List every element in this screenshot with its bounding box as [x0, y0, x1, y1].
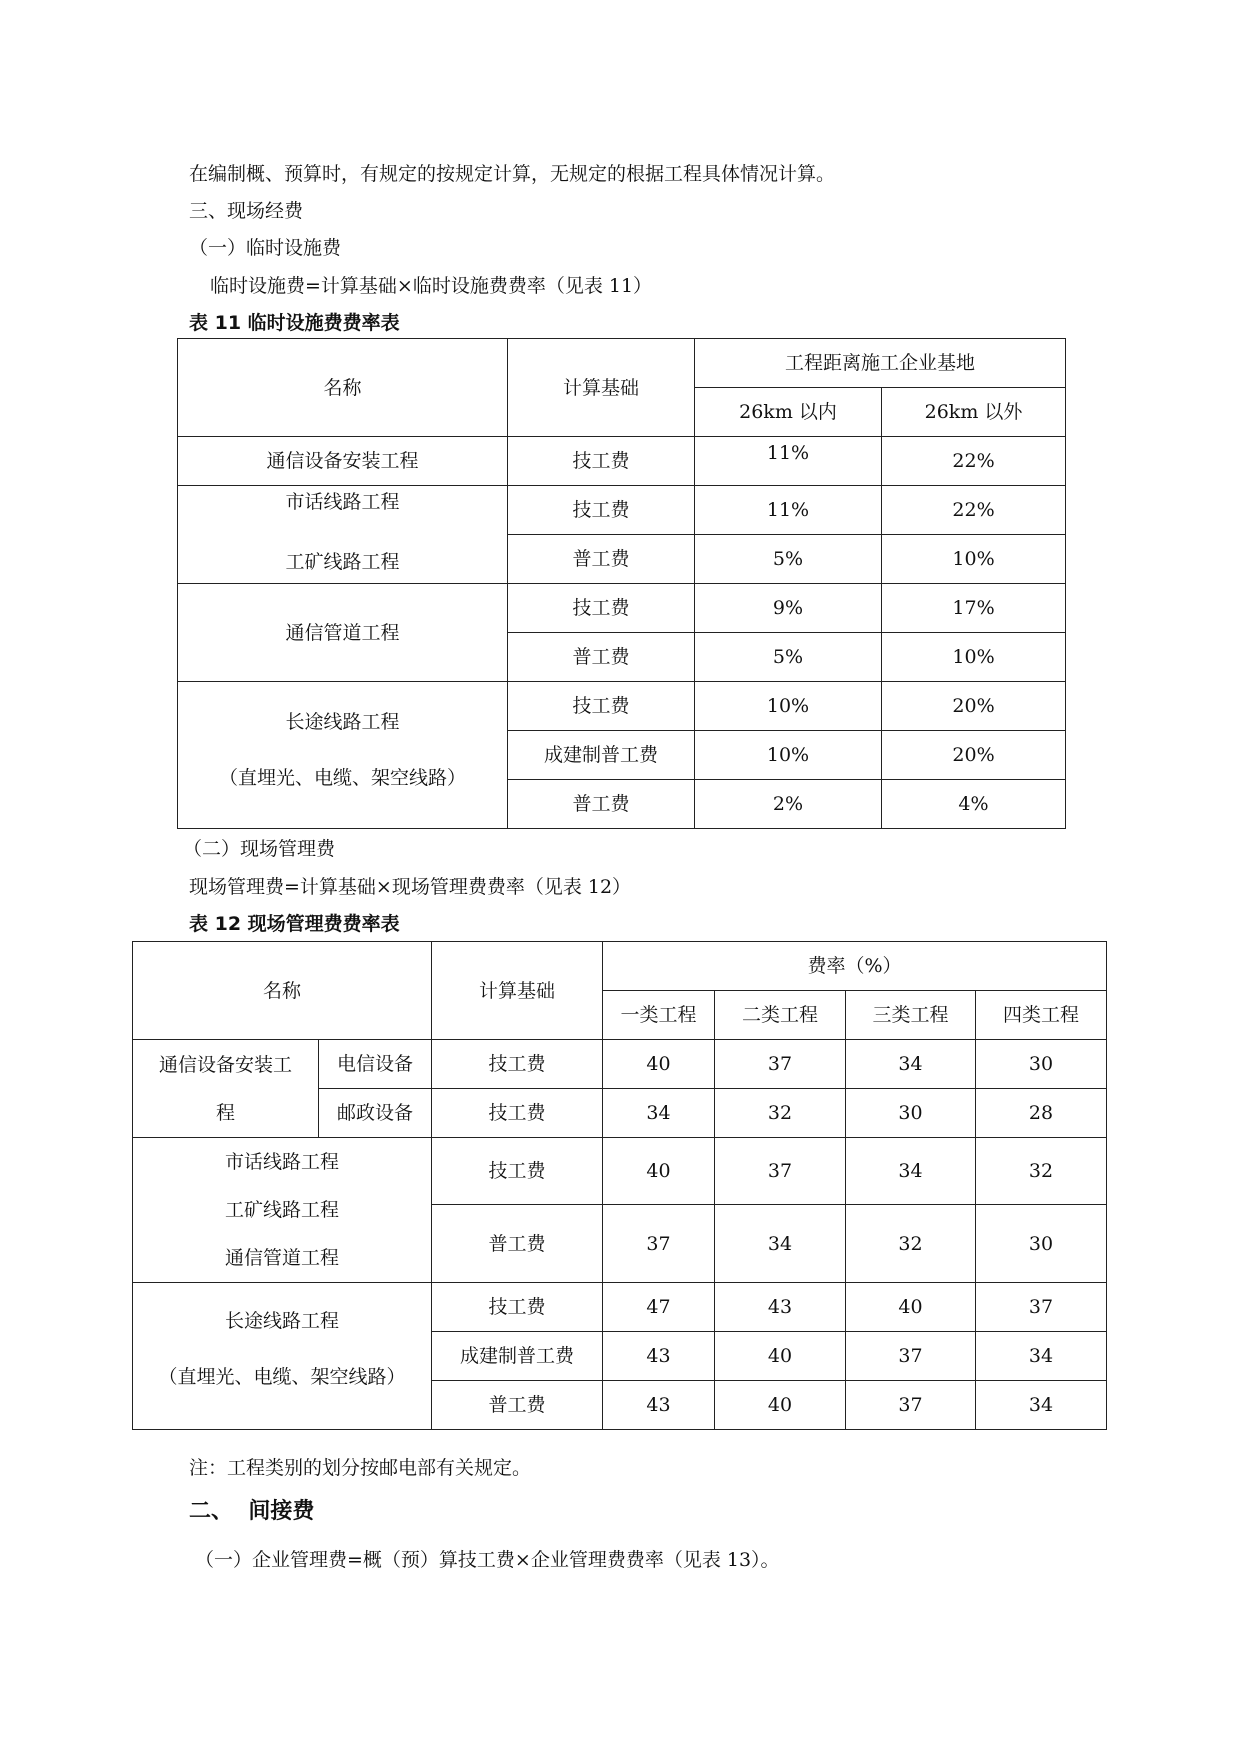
- t11-cell-basis: 普工费: [508, 780, 695, 829]
- t12-cell-class3: 32: [846, 1205, 976, 1283]
- t12-cell-basis: 成建制普工费: [432, 1332, 603, 1381]
- t12-sub-telecom: 电信设备: [319, 1040, 432, 1089]
- t11-name-long-distance: 长途线路工程: [285, 711, 400, 733]
- t12-header-class2: 二类工程: [715, 991, 846, 1040]
- t11-header-distance: 工程距离施工企业基地: [695, 339, 1066, 388]
- t12-name-long-distance-note: （直埋光、电缆、架空线路）: [158, 1366, 406, 1388]
- t12-cell-class2: 37: [715, 1138, 846, 1205]
- t11-cell-basis: 技工费: [508, 682, 695, 731]
- t12-cell-basis: 技工费: [432, 1138, 603, 1205]
- table11: [177, 338, 1066, 829]
- t12-cell-class3: 37: [846, 1332, 976, 1381]
- t11-cell-beyond: 17%: [882, 584, 1066, 633]
- t11-cell-within: 9%: [695, 584, 882, 633]
- t12-cell-class2: 43: [715, 1283, 846, 1332]
- t12-row-name-group2: [133, 1138, 432, 1283]
- t12-header-class3: 三类工程: [846, 991, 976, 1040]
- t11-cell-within: 5%: [695, 535, 882, 584]
- t12-cell-class4: 37: [976, 1283, 1107, 1332]
- t12-name-equipment-line2: 程: [215, 1101, 235, 1124]
- formula-temp-facilities: 临时设施费=计算基础×临时设施费费率（见表 11）: [210, 275, 653, 297]
- t12-cell-class2: 40: [715, 1381, 846, 1430]
- t12-header-name: 名称: [133, 942, 432, 1040]
- t11-cell-beyond: 20%: [882, 731, 1066, 780]
- t11-name-mine-line: 工矿线路工程: [285, 551, 400, 573]
- t11-cell-within: 11%: [695, 437, 882, 486]
- t12-cell-class1: 43: [603, 1332, 715, 1381]
- t11-row-name: 通信设备安装工程: [178, 437, 508, 486]
- table12: [132, 941, 1107, 1430]
- t11-cell-basis: 技工费: [508, 486, 695, 535]
- t11-header-within: 26km 以内: [695, 388, 882, 437]
- t12-cell-class3: 34: [846, 1040, 976, 1089]
- t12-header-class4: 四类工程: [976, 991, 1107, 1040]
- t11-cell-beyond: 22%: [882, 437, 1066, 486]
- t12-cell-class4: 30: [976, 1205, 1107, 1283]
- t12-cell-class2: 37: [715, 1040, 846, 1089]
- t12-sub-postal: 邮政设备: [319, 1089, 432, 1138]
- t11-cell-within: 10%: [695, 682, 882, 731]
- paragraph-intro: 在编制概、预算时，有规定的按规定计算，无规定的根据工程具体情况计算。: [189, 163, 836, 185]
- t12-name-local-line: 市话线路工程: [225, 1151, 340, 1173]
- t11-cell-basis: 技工费: [508, 437, 695, 486]
- t11-cell-basis: 普工费: [508, 535, 695, 584]
- t11-cell-beyond: 22%: [882, 486, 1066, 535]
- t11-cell-beyond: 20%: [882, 682, 1066, 731]
- t12-name-duct: 通信管道工程: [225, 1247, 340, 1269]
- t11-name-local-line: 市话线路工程: [285, 491, 400, 513]
- t12-row-name-group3: [133, 1283, 432, 1430]
- t12-header-class1: 一类工程: [603, 991, 715, 1040]
- t11-row-name-group4: [178, 682, 508, 829]
- t12-cell-class3: 40: [846, 1283, 976, 1332]
- t12-cell-class3: 30: [846, 1089, 976, 1138]
- t11-name-long-distance-note: （直埋光、电缆、架空线路）: [218, 767, 466, 789]
- t12-cell-class3: 37: [846, 1381, 976, 1430]
- t12-cell-basis: 技工费: [432, 1283, 603, 1332]
- table12-caption: 表 12 现场管理费费率表: [189, 913, 400, 935]
- t11-cell-within: 10%: [695, 731, 882, 780]
- t12-cell-class2: 34: [715, 1205, 846, 1283]
- t12-cell-class1: 40: [603, 1040, 715, 1089]
- table-note: 注：工程类别的划分按邮电部有关规定。: [189, 1457, 532, 1479]
- t12-header-rate: 费率（%）: [603, 942, 1107, 991]
- t12-cell-basis: 普工费: [432, 1205, 603, 1283]
- t11-row-name-group3: 通信管道工程: [178, 584, 508, 682]
- t12-row-name-group1: [133, 1040, 319, 1138]
- t11-cell-within: 11%: [695, 486, 882, 535]
- t12-name-mine-line: 工矿线路工程: [225, 1199, 340, 1221]
- t12-cell-class3: 34: [846, 1138, 976, 1205]
- t11-header-beyond: 26km 以外: [882, 388, 1066, 437]
- t11-cell-basis: 成建制普工费: [508, 731, 695, 780]
- t12-cell-basis: 技工费: [432, 1040, 603, 1089]
- t11-header-basis: 计算基础: [508, 339, 695, 437]
- t11-cell-within: 2%: [695, 780, 882, 829]
- subsection-heading-temp-facilities: （一）临时设施费: [189, 237, 342, 259]
- t11-header-name: 名称: [178, 339, 508, 437]
- t12-cell-class1: 43: [603, 1381, 715, 1430]
- t12-cell-class2: 32: [715, 1089, 846, 1138]
- t11-cell-beyond: 10%: [882, 535, 1066, 584]
- t12-cell-class4: 34: [976, 1332, 1107, 1381]
- t12-cell-basis: 普工费: [432, 1381, 603, 1430]
- t12-cell-class1: 40: [603, 1138, 715, 1205]
- t12-cell-basis: 技工费: [432, 1089, 603, 1138]
- t11-cell-beyond: 10%: [882, 633, 1066, 682]
- t12-cell-class4: 28: [976, 1089, 1107, 1138]
- t11-cell-within: 5%: [695, 633, 882, 682]
- paragraph-enterprise-management: （一）企业管理费=概（预）算技工费×企业管理费费率（见表 13）。: [195, 1549, 780, 1571]
- section-heading-site-expenses: 三、现场经费: [189, 200, 304, 222]
- t12-cell-class1: 37: [603, 1205, 715, 1283]
- t12-cell-class4: 30: [976, 1040, 1107, 1089]
- t12-cell-class4: 32: [976, 1138, 1107, 1205]
- t12-cell-class1: 47: [603, 1283, 715, 1332]
- t11-cell-basis: 普工费: [508, 633, 695, 682]
- t11-cell-basis: 技工费: [508, 584, 695, 633]
- t12-cell-class4: 34: [976, 1381, 1107, 1430]
- t12-name-equipment-line1: 通信设备安装工: [158, 1053, 292, 1076]
- t12-cell-class1: 34: [603, 1089, 715, 1138]
- formula-site-management: 现场管理费=计算基础×现场管理费费率（见表 12）: [189, 876, 632, 898]
- t12-name-long-distance: 长途线路工程: [225, 1310, 340, 1332]
- t12-header-basis: 计算基础: [432, 942, 603, 1040]
- subsection-heading-site-management: （二）现场管理费: [183, 838, 336, 860]
- t12-cell-class2: 40: [715, 1332, 846, 1381]
- t11-row-name-group2: [178, 486, 508, 584]
- section-heading-indirect-costs: 二、 间接费: [189, 1499, 315, 1524]
- table11-caption: 表 11 临时设施费费率表: [189, 312, 400, 334]
- t11-cell-beyond: 4%: [882, 780, 1066, 829]
